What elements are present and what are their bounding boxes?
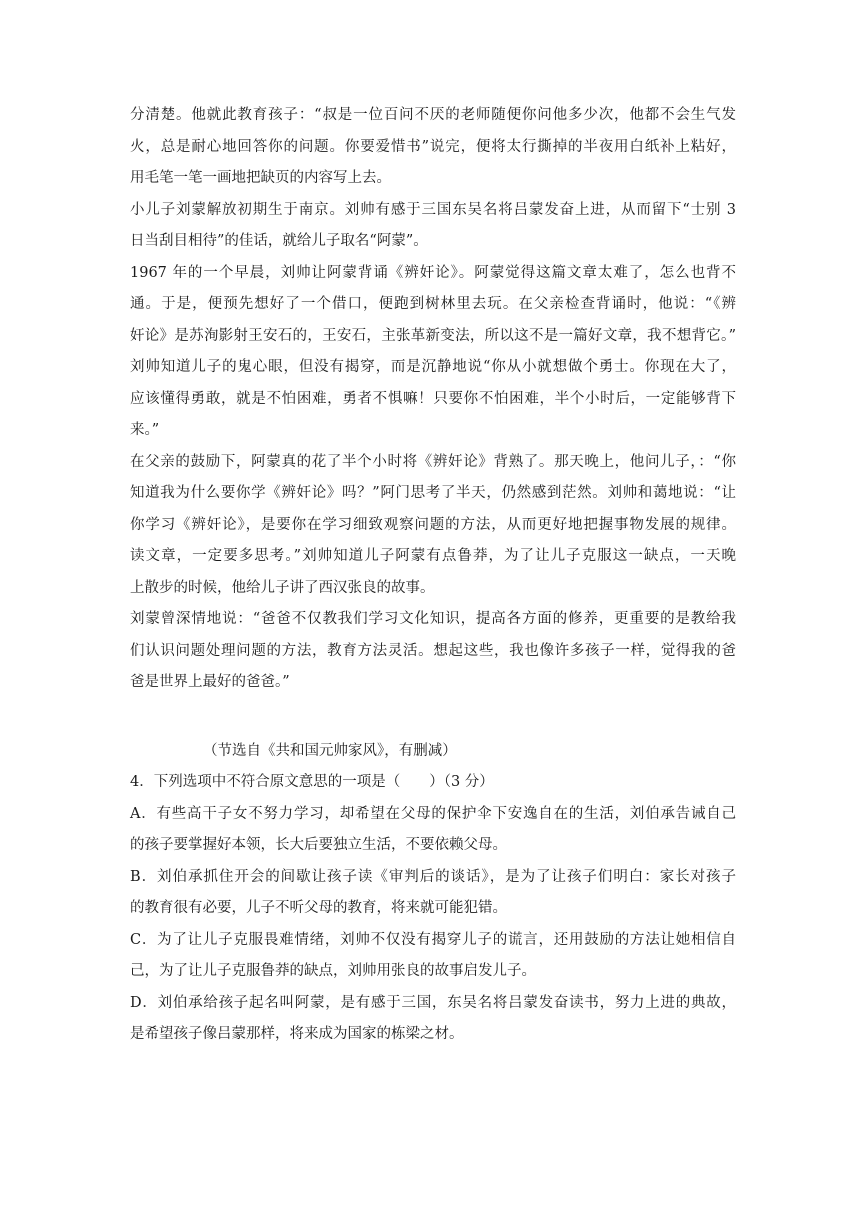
paragraph-1	[130, 100, 736, 195]
text-line: 刘帅知道儿子的鬼心眼，但没有揭穿，而是沉静地说“你从小就想做个勇士。你现在大了，	[130, 359, 736, 375]
text-line: D．刘伯承给孩子起名叫阿蒙，是有感于三国，东吴名将吕蒙发奋读书，努力上进的典故，	[130, 994, 736, 1011]
text-line: 上散步的时候，他给儿子讲了西汉张良的故事。	[130, 579, 435, 596]
text-line: 己，为了让儿子克服鲁莽的缺点，刘帅用张良的故事启发儿子。	[130, 963, 536, 979]
text-line: 的教育很有必要，儿子不听父母的教育，将来就可能犯错。	[130, 900, 507, 916]
document-page	[130, 100, 736, 1051]
text-line: 通。于是，便预先想好了一个借口，便跑到树林里去玩。在父亲检查背诵时，他说：“《辨	[130, 296, 736, 312]
text-line: C．为了让儿子克服畏难情绪，刘帅不仅没有揭穿儿子的谎言，还用鼓励的方法让她相信自	[130, 931, 736, 948]
text-line: 刘蒙曾深情地说：“爸爸不仅教我们学习文化知识，提高各方面的修养，更重要的是教给我	[130, 611, 736, 627]
text-line: 来。”	[130, 422, 160, 438]
paragraph-4	[130, 447, 736, 605]
paragraph-5	[130, 604, 736, 699]
text-line: 火，总是耐心地回答你的问题。你要爱惜书”说完，便将太行撕掉的半夜用白纸补上粘好，	[130, 138, 736, 155]
text-line: 你学习《辨奸论》，是要你在学习细致观察问题的方法，从而更好地把握事物发展的规律。	[130, 516, 736, 533]
text-line: 奸论》是苏洵影射王安石的，王安石，主张革新变法，所以这不是一篇好文章，我不想背它。”	[130, 327, 736, 344]
text-line: 小儿子刘蒙解放初期生于南京。刘帅有感于三国东吴名将吕蒙发奋上进，从而留下“士别 3	[130, 201, 736, 218]
text-line: 用毛笔一笔一画地把缺页的内容写上去。	[130, 170, 391, 186]
text-line: 日当刮目相待”的佳话，就给儿子取名“阿蒙”。	[130, 233, 428, 249]
blank-space	[130, 699, 736, 736]
text-line: B．刘伯承抓住开会的间歇让孩子读《审判后的谈话》，是为了让孩子们明白：家长对孩子	[130, 868, 736, 885]
option-a	[130, 799, 736, 862]
text-line: 知道我为什么要你学《辨奸论》吗？”阿门思考了半天，仍然感到茫然。刘帅和蔼地说：“让	[130, 485, 736, 501]
text-line: 1967 年的一个早晨，刘帅让阿蒙背诵《辨奸论》。阿蒙觉得这篇文章太难了，怎么也背不	[130, 264, 736, 281]
paragraph-3	[130, 258, 736, 447]
text-line: 爸是世界上最好的爸爸。”	[130, 674, 290, 690]
question-stem: 4．下列选项中不符合原文意思的一项是（ ）（3 分）	[130, 774, 494, 790]
option-c	[130, 925, 736, 988]
text-line: 的孩子要掌握好本领，长大后要独立生活，不要依赖父母。	[130, 837, 507, 853]
option-b	[130, 862, 736, 925]
text-line: 是希望孩子像吕蒙那样，将来成为国家的栋梁之材。	[130, 1026, 464, 1042]
option-d	[130, 988, 736, 1051]
source-citation: （节选自《共和国元帅家风》，有删减）	[203, 742, 457, 759]
text-line: 在父亲的鼓励下，阿蒙真的花了半个小时将《辨奸论》背熟了。那天晚上，他问儿子，：“你	[130, 453, 736, 470]
text-line: 应该懂得勇敢，就是不怕困难，勇者不惧嘛！只要你不怕困难，半个小时后，一定能够背下	[130, 390, 736, 407]
text-line: 分清楚。他就此教育孩子：“叔是一位百问不厌的老师随便你问他多少次，他都不会生气发	[130, 107, 736, 123]
text-line: A．有些高干子女不努力学习，却希望在父母的保护伞下安逸自在的生活，刘伯承告诫自己	[130, 805, 736, 822]
text-line: 读文章，一定要多思考。”刘帅知道儿子阿蒙有点鲁莽，为了让儿子克服这一缺点，一天晚	[130, 548, 736, 564]
paragraph-2	[130, 195, 736, 258]
text-line: 们认识问题处理问题的方法，教育方法灵活。想起这些，我也像许多孩子一样，觉得我的爸	[130, 642, 736, 659]
